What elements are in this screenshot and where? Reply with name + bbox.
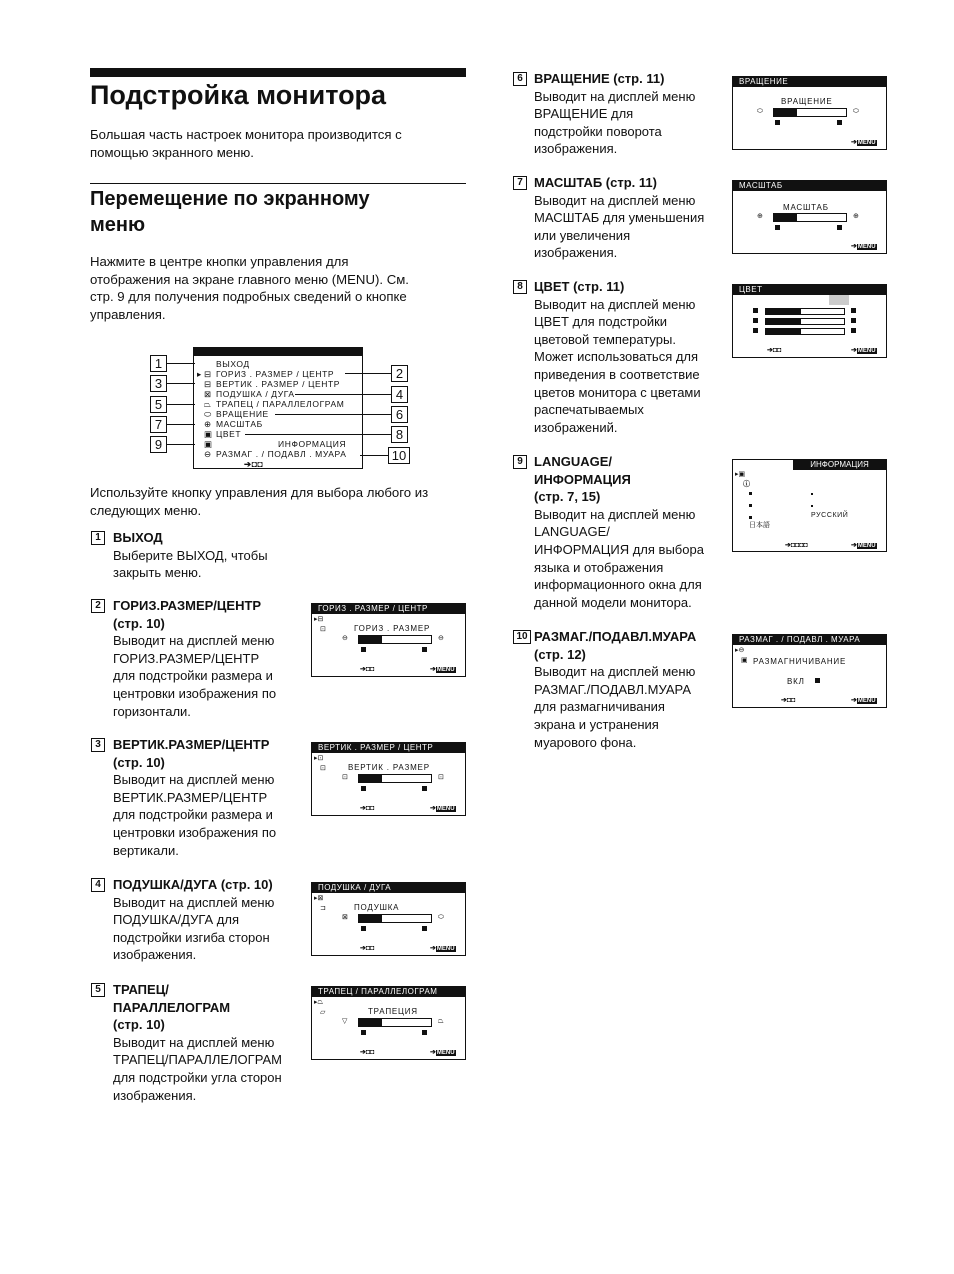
section-title: РАЗМАГ./ПОДАВЛ.МУАРА [534,629,697,644]
section-line: Выводит на дисплей меню [534,88,696,104]
section-number: 10 [513,630,531,644]
select-arrow-icon: ➔◘◘◘◘ [785,542,808,549]
menu-key-icon: ➔MENU [430,1049,455,1056]
section-line: LANGUAGE/ [534,524,610,540]
minus-key-icon [361,786,366,791]
select-arrow-icon: ➔◘◘ [781,697,796,704]
callout-7: 7 [150,416,167,433]
callout-1: 1 [150,355,167,372]
section-line: подстройки поворота [534,123,662,139]
bullet-icon [749,492,752,495]
section-line: горизонтали. [113,703,191,719]
plus-key-icon [815,678,820,683]
section-number: 6 [513,72,527,86]
plus-key-icon [851,308,856,313]
menu-item-trap[interactable]: ТРАПЕЦ / ПАРАЛЛЕЛОГРАМ [216,399,345,409]
leader-line [167,404,195,405]
select-arrow-icon: ➔◘◘ [360,805,375,812]
minus-key-icon [753,308,758,313]
osd-label: ПОДУШКА [354,903,400,912]
menu-item-horiz[interactable]: ГОРИЗ . РАЗМЕР / ЦЕНТР [216,369,335,379]
osd-title: ТРАПЕЦ / ПАРАЛЛЕЛОГРАМ [312,987,465,997]
osd-pin [311,882,466,956]
color-preset-tab [829,295,849,305]
osd-label: РАЗМАГНИЧИВАНИЕ [753,657,847,666]
section-title: ВЫХОД [113,530,163,545]
trap-icon: ⏢ [204,399,212,409]
menu-item-degauss[interactable]: РАЗМАГ . / ПОДАВЛ . МУАРА [216,449,347,459]
plus-key-icon [422,647,427,652]
section-number: 5 [91,983,105,997]
section-number: 4 [91,878,105,892]
zoom-icon: ⊕ [204,419,212,429]
plus-key-icon [422,926,427,931]
section-line: изображения. [534,141,618,157]
menu-key-icon: ➔MENU [430,945,455,952]
selection-arrow-icon: ▸⊟ [314,616,324,623]
osd-rotation [732,76,887,150]
menu-item-exit[interactable]: ВЫХОД [216,359,250,369]
section-line: Выводит на дисплей меню [113,894,275,910]
section-line: языка и отображения [534,559,664,575]
section-line: Может использоваться для [534,349,699,365]
use-text-line: Используйте кнопку управления для выбора любого из [90,485,429,500]
pin-icon: ⊠ [204,389,212,399]
minus-key-icon [775,225,780,230]
callout-10: 10 [388,447,410,464]
section-line: ПОДУШКА/ДУГА для [113,912,240,928]
expand-icon: ⊖ [438,635,444,642]
section-horiz [113,597,308,720]
osd-slider [358,635,432,644]
section-number: 1 [91,531,105,545]
osd-label: ТРАПЕЦИЯ [368,1007,418,1016]
section-title: ПОДУШКА/ДУГА (стр. 10) [113,877,273,892]
section-line: центровки изображения по [113,824,277,840]
section-line: Выводит на дисплей меню [534,506,696,522]
intro-text: Большая часть настроек монитора производится с помощью экранного меню. [90,127,402,160]
section-line: Выводит на дисплей меню [113,633,275,649]
osd-title: ВЕРТИК . РАЗМЕР / ЦЕНТР [312,743,465,753]
section-line: для подстройки размера и [113,668,273,684]
section-pin [113,876,308,964]
title-rule [90,68,466,77]
rotation-icon: ⬭ [204,409,212,419]
callout-5: 5 [150,396,167,413]
section-line: для подстройки размера и [113,807,273,823]
osd-zoom [732,180,887,254]
section-vert [113,736,308,859]
osd-title: РАЗМАГ . / ПОДАВЛ . МУАРА [733,635,886,645]
section-line: цветов монитора с цветами [534,384,701,400]
leader-line [295,394,391,395]
section-line: ВРАЩЕНИЕ для [534,106,634,122]
section-line: изображения. [113,1087,197,1103]
section-title: (стр. 10) [113,754,165,770]
section-title: ВРАЩЕНИЕ (стр. 11) [534,71,665,86]
bullet-icon [749,516,752,519]
zoom-in-icon: ⊕ [853,213,859,220]
section-line: центровки изображения по [113,685,277,701]
section-title: ТРАПЕЦ/ [113,982,169,997]
leader-line [245,434,391,435]
page-title: Подстройка монитора [90,80,387,110]
color-slider-r [765,308,845,315]
selection-arrow-icon: ▸⏢ [314,999,324,1006]
color-icon: ▣ [204,429,213,439]
leader-line [167,444,195,445]
section-title: (стр. 10) [113,1017,165,1033]
callout-9: 9 [150,436,167,453]
center-icon: ⊡ [320,765,326,772]
nav-text-line: отображения на экране главного меню (MENU). См. [90,271,409,287]
section-line: ТРАПЕЦ/ПАРАЛЛЕЛОГРАМ [113,1052,282,1068]
section-line: Выводит на дисплей меню [534,192,696,208]
main-menu-screen [193,347,363,469]
section-line: вертикали. [113,842,179,858]
main-menu-header [194,348,362,356]
osd-title: ПОДУШКА / ДУГА [312,883,465,893]
section-trap [113,981,308,1104]
plus-key-icon [837,120,842,125]
callout-3: 3 [150,375,167,392]
section-line: изображений. [534,419,618,435]
section-line: изображения. [113,947,197,963]
section-line: ИНФОРМАЦИЯ для выбора [534,541,704,557]
selection-arrow-icon: ▸⊖ [735,647,745,654]
rotate-left-icon: ⬭ [757,108,763,115]
section-title: МАСШТАБ (стр. 11) [534,175,657,190]
osd-slider [358,914,432,923]
pin-in-icon: ⊠ [342,914,348,921]
section-line: для подстройки угла сторон [113,1069,282,1085]
osd-trap [311,986,466,1060]
osd-title: МАСШТАБ [733,181,886,191]
select-arrow-icon: ➔◘◘ [767,347,782,354]
leader-line [360,455,388,456]
section-zoom [534,174,729,262]
osd-label: МАСШТАБ [783,203,829,212]
section-title: ГОРИЗ.РАЗМЕР/ЦЕНТР [113,598,262,613]
select-arrow-icon: ➔◘◘ [360,666,375,673]
language-japanese: 日本語 [749,522,770,529]
plus-key-icon [851,318,856,323]
menu-item-color[interactable]: ЦВЕТ [216,429,242,439]
section-line: РАЗМАГ./ПОДАВЛ.МУАРА [534,681,692,697]
callout-6: 6 [391,406,408,423]
osd-slider [358,774,432,783]
section-title: (стр. 10) [113,615,165,631]
bullet-icon [749,504,752,507]
section-line: приведения в соответствие [534,366,700,382]
parallelogram-icon: ▱ [320,1009,326,1016]
section-line: Выберите ВЫХОД, чтобы [113,547,268,563]
center-icon: ⊡ [320,626,326,633]
section-line: подстройки изгиба сторон [113,929,270,945]
info-icon: ▣ [204,439,213,449]
section-line: ЦВЕТ для подстройки [534,314,668,330]
minus-key-icon [753,318,758,323]
menu-item-rotation[interactable]: ВРАЩЕНИЕ [216,409,269,419]
section-number: 7 [513,176,527,190]
section-title: (стр. 12) [534,646,586,662]
section-line: ГОРИЗ.РАЗМЕР/ЦЕНТР [113,650,260,666]
selection-arrow-icon: ▸ [197,369,202,379]
section-line: Выводит на дисплей меню [534,296,696,312]
osd-vert [311,742,466,816]
osd-info [732,459,887,552]
plus-key-icon [422,1030,427,1035]
shrink-icon: ⊡ [342,774,348,781]
osd-label: ВРАЩЕНИЕ [781,97,833,106]
section-number: 2 [91,599,105,613]
selection-arrow-icon: ▸⊡ [314,755,324,762]
menu-item-zoom[interactable]: МАСШТАБ [216,419,263,429]
section-line: для размагничивания [534,699,665,715]
color-slider-b [765,328,845,335]
section-rule [90,183,466,184]
section-number: 3 [91,738,105,752]
section-line: ВЕРТИК.РАЗМЕР/ЦЕНТР [113,789,268,805]
main-menu-diagram [145,345,415,470]
section-title: LANGUAGE/ [534,454,612,469]
degauss-value: ВКЛ [787,677,805,686]
callout-2: 2 [391,365,408,382]
leader-line [167,363,195,364]
minus-key-icon [753,328,758,333]
section-line: данной модели монитора. [534,594,692,610]
nav-heading [90,186,370,238]
section-language [534,453,729,611]
osd-label: ГОРИЗ . РАЗМЕР [354,624,431,633]
section-number: 9 [513,455,527,469]
language-icon: ▸▣ [735,471,746,478]
osd-title: ЦВЕТ [733,285,886,295]
nav-heading-line2: меню [90,214,146,236]
trap-in-icon: ▽ [342,1018,348,1025]
menu-key-icon: ➔MENU [430,805,455,812]
section-degauss [534,628,729,751]
expand-icon: ⊡ [438,774,444,781]
menu-key-icon: ➔MENU [851,139,876,146]
trap-out-icon: ⏢ [438,1018,444,1025]
degauss-icon: ▣ [741,657,748,664]
osd-title: ВРАЩЕНИЕ [733,77,886,87]
menu-key-icon: ➔MENU [851,697,876,704]
section-number: 8 [513,280,527,294]
section-title: (стр. 7, 15) [534,489,601,505]
minus-key-icon [361,647,366,652]
minus-key-icon [775,120,780,125]
osd-title: ИНФОРМАЦИЯ [793,460,886,470]
plus-key-icon [837,225,842,230]
section-line: муарового фона. [534,734,637,750]
rotate-right-icon: ⬭ [853,108,859,115]
language-russian: РУССКИЙ [811,512,849,519]
section-line: Выводит на дисплей меню [113,772,275,788]
osd-title: ГОРИЗ . РАЗМЕР / ЦЕНТР [312,604,465,614]
select-arrow-icon: ➔◘◘ [360,1049,375,1056]
osd-label: ВЕРТИК . РАЗМЕР [348,763,430,772]
nav-text-line: стр. 9 для получения подробных сведений о кнопке [90,289,407,305]
section-line: закрыть меню. [113,565,202,581]
bullet-icon [811,493,813,495]
section-line: Выводит на дисплей меню [113,1034,275,1050]
osd-slider [773,213,847,222]
section-color [534,278,729,436]
leader-line [167,424,195,425]
nav-text-line: Нажмите в центре кнопки управления для [90,254,349,269]
select-arrow-icon: ➔◘◘ [360,945,375,952]
leader-line [275,414,391,415]
section-line: информационного окна для [534,577,702,593]
bow-icon: ⊐ [320,905,326,912]
menu-item-info[interactable]: ИНФОРМАЦИЯ [278,439,347,449]
plus-key-icon [851,328,856,333]
arrow-icon: ➔◘◘ [244,459,264,469]
shrink-icon: ⊖ [342,635,348,642]
bullet-icon [811,505,813,507]
menu-key-icon: ➔MENU [851,243,876,250]
plus-key-icon [422,786,427,791]
vert-icon: ⊟ [204,379,212,389]
use-text-line: следующих меню. [90,502,202,518]
section-title: ИНФОРМАЦИЯ [534,471,631,487]
use-text [90,484,466,519]
leader-line [345,373,391,374]
nav-text-line: управления. [90,306,166,322]
zoom-out-icon: ⊕ [757,213,763,220]
menu-key-icon: ➔MENU [430,666,455,673]
section-line: цветовой температуры. [534,331,676,347]
callout-4: 4 [391,386,408,403]
section-title: ЦВЕТ (стр. 11) [534,279,625,294]
callout-8: 8 [391,426,408,443]
color-slider-g [765,318,845,325]
section-title: ВЕРТИК.РАЗМЕР/ЦЕНТР [113,737,270,752]
menu-item-pin[interactable]: ПОДУШКА / ДУГА [216,389,295,399]
minus-key-icon [361,926,366,931]
leader-line [167,383,195,384]
osd-horiz [311,603,466,677]
osd-slider [358,1018,432,1027]
section-line: МАСШТАБ для уменьшения [534,210,705,226]
selection-arrow-icon: ▸⊠ [314,895,324,902]
menu-key-icon: ➔MENU [851,542,876,549]
pin-out-icon: ⬭ [438,914,444,921]
osd-color [732,284,887,358]
osd-slider [773,108,847,117]
osd-degauss [732,634,887,708]
section-line: экрана и устранения [534,716,659,732]
menu-key-icon: ➔MENU [851,347,876,354]
nav-heading-line1: Перемещение по экранному [90,188,370,210]
section-exit [113,529,303,582]
info-icon: ⓘ [743,481,750,488]
minus-key-icon [361,1030,366,1035]
section-line: Выводит на дисплей меню [534,664,696,680]
menu-item-vert[interactable]: ВЕРТИК . РАЗМЕР / ЦЕНТР [216,379,341,389]
section-rotation [534,70,729,158]
section-line: или увеличения [534,227,631,243]
section-line: распечатываемых [534,402,644,418]
section-title: ПАРАЛЛЕЛОГРАМ [113,999,231,1015]
nav-text [90,253,466,323]
degauss-icon: ⊖ [204,449,212,459]
section-line: изображения. [534,245,618,261]
horiz-icon: ⊟ [204,369,212,379]
